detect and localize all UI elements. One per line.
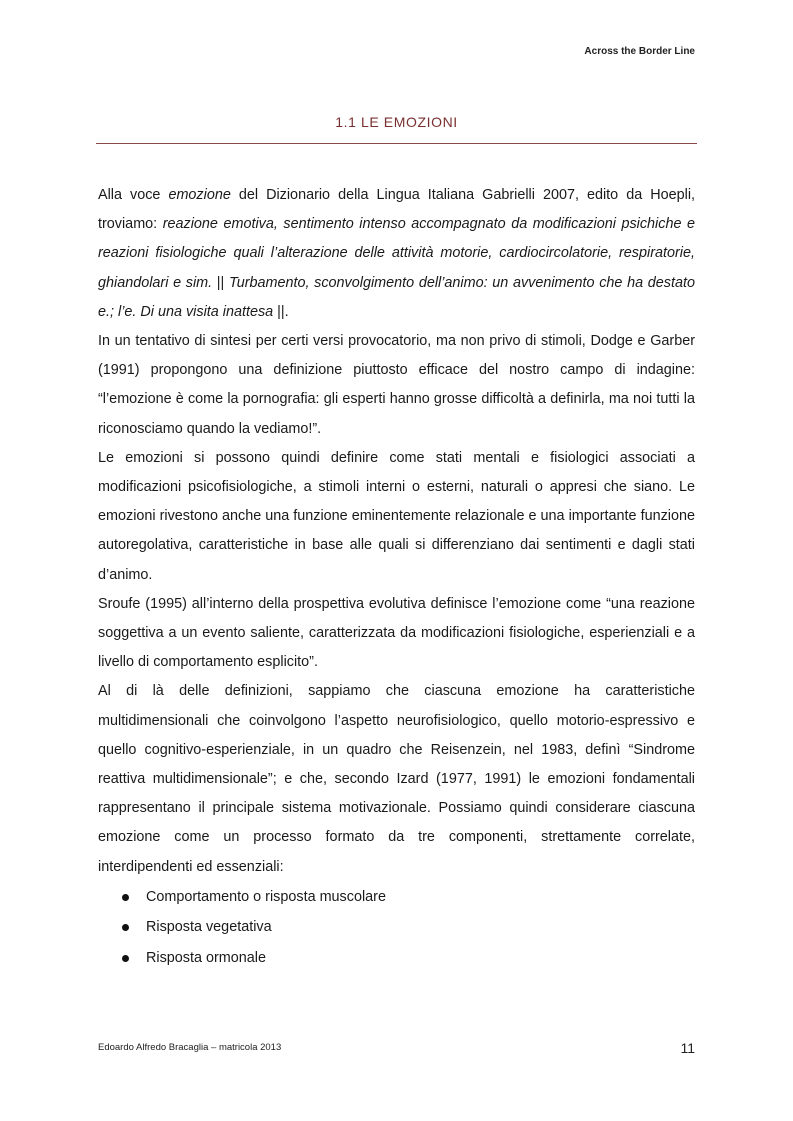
p1-separator: || — [212, 274, 229, 291]
paragraph-2: In un tentativo di sintesi per certi versi provocatorio, ma non privo di stimoli, Dodge e Garber (1991) propongono una definizione piuttosto efficace del nostro campo di indagine: “l’emozione è come la pornografia: gli esperti hanno grosse difficoltà a definirla, ma noi tutti la riconosciamo quando la vediamo!”. — [98, 333, 695, 437]
p1-term-emozione: emozione — [168, 187, 231, 203]
paragraph-1 — [98, 181, 695, 327]
list-item — [98, 882, 695, 913]
list-item-label: Risposta vegetativa — [146, 919, 272, 936]
p1-definition-2: Turbamento, sconvolgimento dell’animo: un avvenimento che ha destato e.; l’e. Di una visita inattesa — [98, 274, 695, 320]
p1-text-a: Alla voce — [98, 187, 169, 203]
list-item — [98, 943, 695, 974]
heading-divider — [96, 143, 697, 144]
list-item-label: Risposta ormonale — [146, 949, 266, 966]
paragraph-5: Al di là delle definizioni, sappiamo che ciascuna emozione ha caratteristiche multidimensionali che coinvolgono l’aspetto neurofisiologico, quello motorio-espressivo e quello cognitivo-esperienziale, in un quadro che Reisenzein, nel 1983, definì “Sindrome reattiva multidimensionale”; e che, secondo Izard (1977, 1991) le emozioni fondamentali rappresentano il principale sistema motivazionale. Possiamo quindi considerare ciascuna emozione come un processo formato da tre componenti, strettamente correlate, interdipendenti ed essenziali: — [98, 683, 695, 875]
footer-author: Edoardo Alfredo Bracaglia – matricola 2013 — [98, 1042, 282, 1053]
p1-definition: reazione emotiva, sentimento intenso accompagnato da modificazioni psichiche e reazioni fisiologiche quali l’alterazione delle attività motorie, cardiocircolatorie, respiratorie, ghiandolari e sim. — [98, 216, 695, 291]
page-number: 11 — [680, 1040, 695, 1056]
section-heading: 1.1 LE EMOZIONI — [335, 114, 458, 130]
bullet-icon — [122, 894, 129, 901]
paragraph-3: Le emozioni si possono quindi definire come stati mentali e fisiologici associati a modificazioni psicofisiologiche, a stimoli interni o esterni, naturali o appresi che siano. Le emozioni rivestono anche una funzione eminentemente relazionale e una importante funzione autoregolativa, caratteristiche in base alle quali si differenziano dai sentimenti e dagli stati d’animo. — [98, 449, 695, 583]
component-list — [98, 882, 695, 974]
p1-text-c: del Dizionario della Lingua Italiana Gabrielli 2007, edito da Hoepli, troviamo: — [98, 187, 696, 233]
body-text — [98, 181, 695, 973]
running-header-title: Across the Border Line — [584, 46, 695, 57]
bullet-icon — [122, 955, 129, 962]
p1-end: ||. — [273, 303, 289, 320]
bullet-icon — [122, 924, 129, 931]
list-item — [98, 912, 695, 943]
list-item-label: Comportamento o risposta muscolare — [146, 888, 386, 905]
paragraph-4: Sroufe (1995) all’interno della prospettiva evolutiva definisce l’emozione come “una reazione soggettiva a un evento saliente, caratterizzata da modificazioni fisiologiche, esperienziali e a livello di comportamento esplicito”. — [98, 595, 695, 671]
